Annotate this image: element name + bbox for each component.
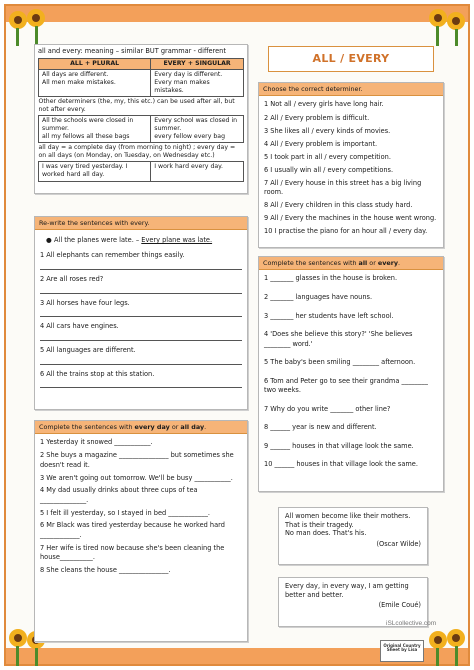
quote1-line-1: All women become like their mothers.: [285, 512, 411, 520]
row2-every-cell: Every school was closed in summer. every fellow every bag: [151, 116, 244, 143]
quote2-text: Every day, in every way, I am getting better and better.: [285, 582, 409, 599]
rewrite-item-5: [40, 346, 242, 365]
row1-every-cell: Every day is different. Every man makes mistakes.: [151, 69, 244, 96]
title-text: .: [204, 423, 207, 431]
author-logo: Original Country Sheet by Lisa: [380, 640, 424, 662]
choose-item-7[interactable]: 7 All / Every house in this street has a big living room.: [264, 178, 422, 197]
choose-item-3[interactable]: 3 She likes all / every kinds of movies.: [264, 126, 391, 135]
complete1-item-2[interactable]: 2 She buys a magazine _______________ but sometimes she doesn't read it.: [40, 451, 234, 469]
answer-line[interactable]: [40, 263, 242, 270]
answer-line[interactable]: [40, 358, 242, 365]
example-question: All the planes were late. –: [54, 236, 142, 245]
title-text: or: [169, 423, 181, 431]
row1-all-cell: All days are different. All men make mistakes.: [39, 69, 151, 96]
rewrite-item-text: 5 All languages are different.: [40, 345, 136, 354]
row2-all-cell: All the schools were closed in summer. all my fellows all these bags: [39, 116, 151, 143]
choose-item-10[interactable]: 10 I practise the piano for an hour all / every day.: [264, 227, 428, 236]
complete1-item-4[interactable]: 4 My dad usually drinks about three cups of tea ______________.: [40, 486, 198, 504]
answer-line[interactable]: [40, 381, 242, 388]
complete2-item-5[interactable]: 5 The baby's been smiling ________ afternoon.: [264, 358, 416, 367]
bullet-icon: ●: [46, 236, 52, 245]
complete1-item-8[interactable]: 8 She cleans the house _______________.: [40, 565, 171, 574]
all-day-every-day-note: all day = a complete day (from morning to night) ; every day = on all days (on Monday, on Tuesday, on Wednesday etc.): [38, 144, 236, 160]
complete2-item-6[interactable]: 6 Tom and Peter go to see their grandma ________ two weeks.: [264, 376, 428, 395]
grammar-intro: all and every: meaning – similar BUT grammar - different: [38, 47, 226, 55]
quote1-line-3: No man does. That's his.: [285, 529, 367, 538]
watermark: iSLcollective.com: [386, 620, 437, 627]
row3-every-cell: I work hard every day.: [151, 162, 244, 181]
choose-title: Choose the correct determiner.: [259, 83, 443, 96]
every-day-all-day-box: [34, 420, 248, 642]
answer-line[interactable]: [40, 334, 242, 341]
grammar-explanation-box: [34, 44, 248, 194]
choose-determiner-box: [258, 82, 444, 248]
title-text: Complete the sentences with: [39, 423, 135, 431]
choose-item-9[interactable]: 9 All / Every the machines in the house went wrong.: [264, 214, 437, 223]
complete1-item-7[interactable]: 7 Her wife is tired now because she's been cleaning the house__________.: [40, 543, 225, 562]
quote2-author: (Emile Coué): [378, 601, 421, 610]
answer-line[interactable]: [40, 287, 242, 294]
page-title: ALL / EVERY: [268, 46, 434, 72]
oscar-wilde-quote: [278, 507, 428, 565]
complete1-item-1[interactable]: 1 Yesterday it snowed ___________.: [40, 438, 153, 447]
rewrite-example: [46, 236, 242, 245]
choose-item-1[interactable]: 1 Not all / every girls have long hair.: [264, 100, 384, 109]
rewrite-item-text: 2 Are all roses red?: [40, 274, 104, 283]
row3-all-cell: I was very tired yesterday. I worked hard all day.: [39, 162, 151, 181]
col-every-header: EVERY + SINGULAR: [151, 58, 244, 69]
rewrite-item-1: [40, 251, 242, 270]
complete2-item-9[interactable]: 9 ______ houses in that village look the same.: [264, 441, 414, 450]
other-determiners-note: Other determiners (the, my, this etc.) can be used after all, but not after every.: [38, 97, 235, 114]
rewrite-item-4: [40, 322, 242, 341]
rewrite-item-text: 6 All the trains stop at this station.: [40, 369, 155, 378]
col-all-header: ALL + PLURAL: [39, 58, 151, 69]
complete2-item-1[interactable]: 1 _______ glasses in the house is broken.: [264, 274, 398, 283]
complete2-item-3[interactable]: 3 _______ her students have left school.: [264, 311, 394, 320]
choose-item-4[interactable]: 4 All / Every problem is important.: [264, 139, 378, 148]
sunflower-left-top-icon: [6, 6, 50, 46]
title-text: or: [367, 259, 378, 267]
choose-item-6[interactable]: 6 I usually win all / every competitions.: [264, 165, 394, 174]
sunflower-right-top-icon: [424, 6, 468, 46]
rewrite-item-text: 1 All elephants can remember things easily.: [40, 251, 185, 260]
title-text: Complete the sentences with: [263, 259, 359, 267]
complete2-item-7[interactable]: 7 Why do you write _______ other line?: [264, 404, 391, 413]
sunflower-right-bottom-icon: [424, 626, 468, 666]
all-every-fill-box: [258, 256, 444, 492]
grammar-table: [38, 58, 244, 182]
rewrite-item-text: 3 All horses have four legs.: [40, 298, 130, 307]
rewrite-title: Re-write the sentences with every.: [35, 217, 247, 230]
choose-item-5[interactable]: 5 I took part in all / every competition.: [264, 152, 391, 161]
complete2-item-10[interactable]: 10 ______ houses in that village look the same.: [264, 460, 418, 469]
complete1-item-6[interactable]: 6 Mr Black was tired yesterday because he worked hard ____________.: [40, 521, 225, 539]
top-banner: [6, 6, 468, 22]
rewrite-item-text: 4 All cars have engines.: [40, 322, 119, 331]
complete2-title: [259, 257, 443, 270]
complete2-item-8[interactable]: 8 ______ year is new and different.: [264, 423, 377, 432]
complete2-item-2[interactable]: 2 _______ languages have nouns.: [264, 293, 373, 301]
title-bold-1: all: [358, 259, 368, 267]
title-text: .: [398, 259, 401, 267]
complete1-item-3[interactable]: 3 We aren't going out tomorrow. We'll be busy ___________.: [40, 473, 233, 482]
rewrite-item-6: [40, 370, 242, 389]
rewrite-exercise-box: [34, 216, 248, 410]
title-bold-1: every day: [134, 423, 170, 431]
choose-item-2[interactable]: 2 All / Every problem is difficult.: [264, 113, 370, 122]
complete1-item-5[interactable]: 5 I felt ill yesterday, so I stayed in bed ____________.: [40, 508, 210, 517]
complete2-item-4[interactable]: 4 'Does she believe this story?' 'She believes ________ word.': [264, 330, 413, 348]
title-bold-2: every: [377, 259, 399, 267]
quote1-line-2: That is their tragedy.: [285, 520, 354, 529]
title-bold-2: all day: [180, 423, 205, 431]
quote1-author: (Oscar Wilde): [376, 540, 421, 549]
complete1-title: [35, 421, 247, 434]
rewrite-item-3: [40, 299, 242, 318]
answer-line[interactable]: [40, 310, 242, 317]
choose-item-8[interactable]: 8 All / Every children in this class study hard.: [264, 201, 413, 210]
rewrite-item-2: [40, 275, 242, 294]
example-answer: Every plane was late.: [141, 236, 213, 245]
